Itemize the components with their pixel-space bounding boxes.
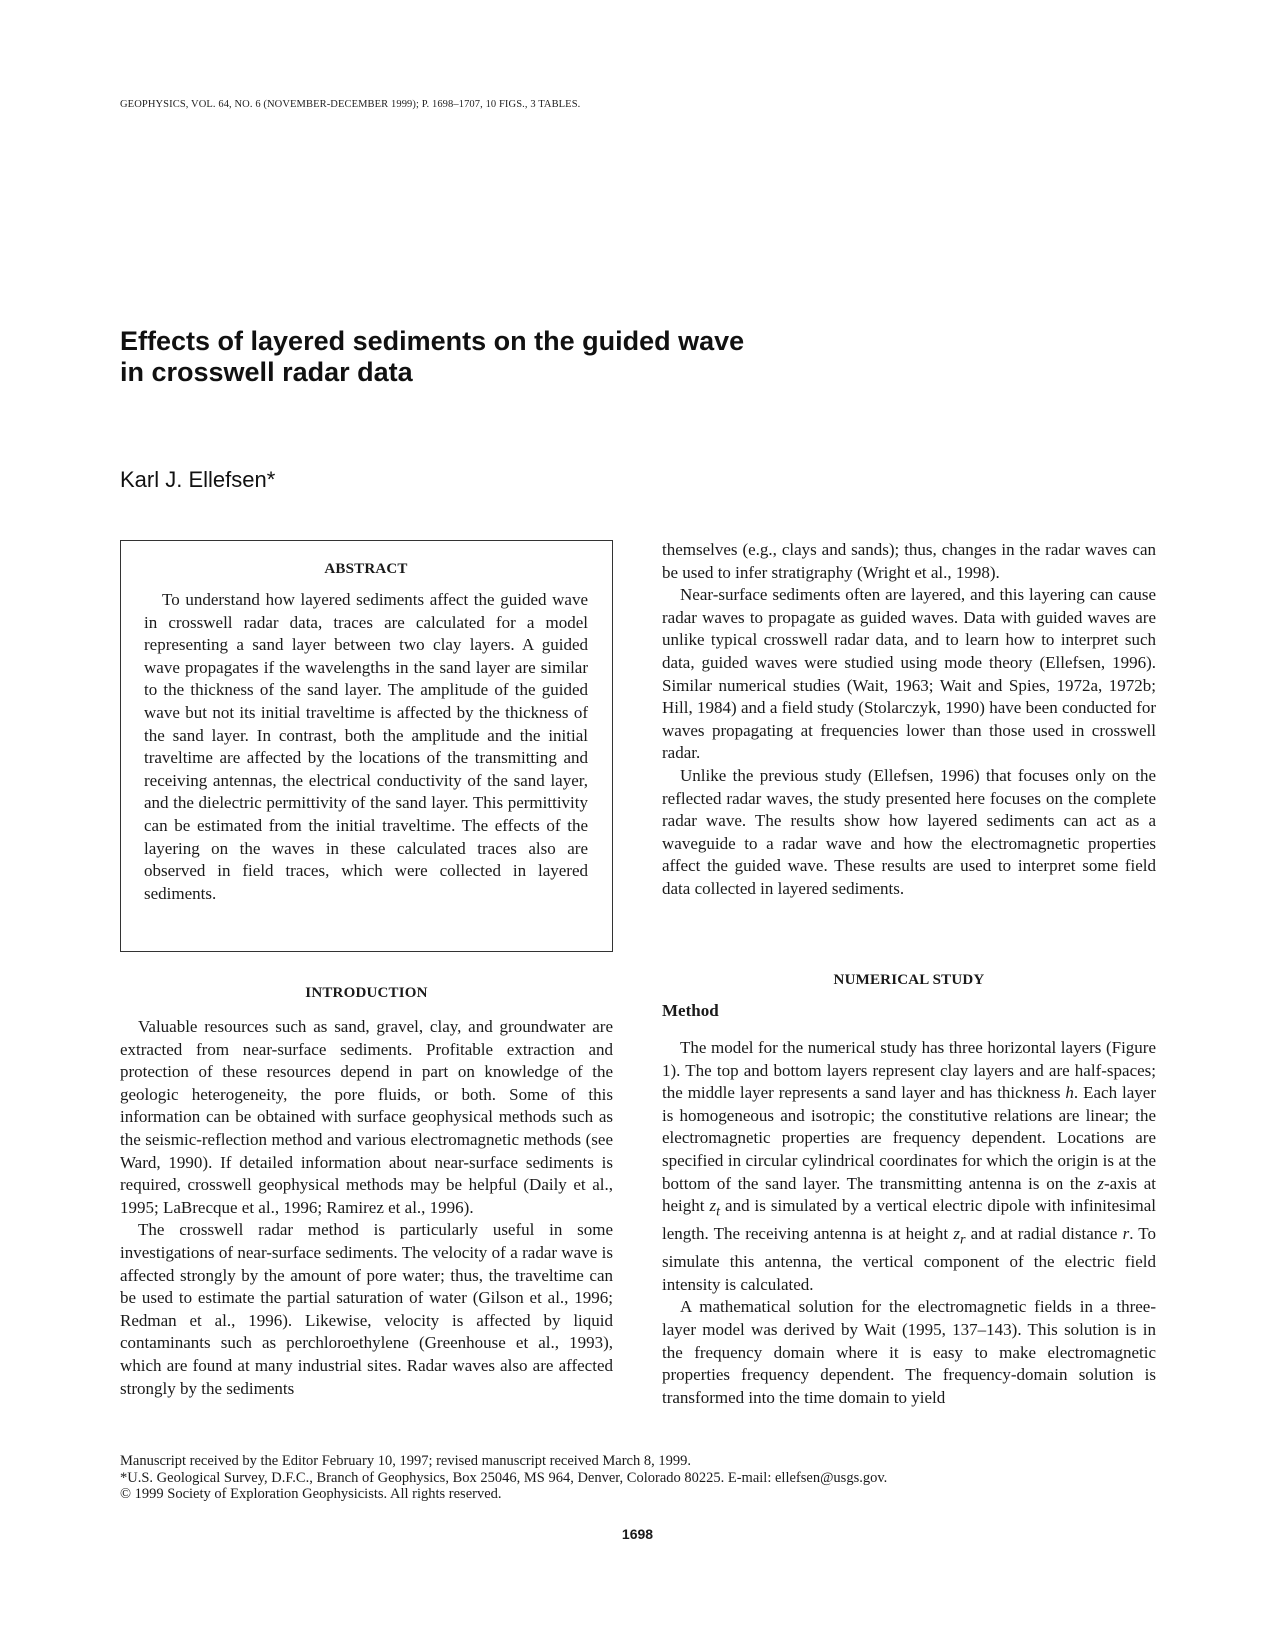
method-paragraph-1: The model for the numerical study has three horizontal layers (Figure 1). The top and bottom layers represent clay layers and are half-spaces; the middle layer represents a sand layer and has thickness h. Each layer is homogeneous and isotropic; the constitutive relations are linear; the electromagnetic properties are frequency dependent. Locations are specified in circular cylindrical coordinates for which the origin is at the bottom of the sand layer. The transmitting antenna is on the z-axis at height $z_t$ and is simulated by a vertical electric dipole with infinitesimal length. The receiving antenna is at height $z_r$ and at radial distance r. To simulate this antenna, the vertical component of the electric field intensity is calculated. <box>662 1038 1157 1294</box>
footnote-affiliation: *U.S. Geological Survey, D.F.C., Branch of Geophysics, Box 25046, MS 964, Denver, Colorado 80225. E-mail: ellefsen@usgs.gov. <box>120 1469 888 1486</box>
intro-paragraph-5: Unlike the previous study (Ellefsen, 1996) that focuses only on the reflected radar waves, the study presented here focuses on the complete radar wave. The results show how layered sediments can act as a waveguide to a radar wave and how the electromagnetic properties affect the guided wave. These results are used to interpret some field data collected in layered sediments. <box>662 765 1156 898</box>
method-heading: Method <box>662 1001 719 1020</box>
variable-h: h <box>1065 1083 1074 1103</box>
author-name: Karl J. Ellefsen* <box>120 467 276 492</box>
title-line-1: Effects of layered sediments on the guided wave <box>120 326 745 356</box>
title-line-2: in crosswell radar data <box>120 357 413 387</box>
intro-paragraph-3: themselves (e.g., clays and sands); thus, changes in the radar waves can be used to infer stratigraphy (Wright et al., 1998). <box>662 540 1156 582</box>
footnote-received: Manuscript received by the Editor February 10, 1997; revised manuscript received March 8, 1999. <box>120 1453 691 1469</box>
introduction-heading: INTRODUCTION <box>305 985 428 1001</box>
abstract-heading: ABSTRACT <box>324 561 408 577</box>
journal-citation: GEOPHYSICS, VOL. 64, NO. 6 (NOVEMBER-DECEMBER 1999); P. 1698–1707, 10 FIGS., 3 TABLES. <box>120 99 581 110</box>
abstract-box <box>120 540 613 952</box>
variable-z: z <box>1097 1173 1104 1193</box>
variable-zt: $z_t$ <box>709 1196 721 1220</box>
page-number: 1698 <box>621 1526 654 1542</box>
footnotes <box>120 1453 1160 1503</box>
method-paragraph-2: A mathematical solution for the electromagnetic fields in a three-layer model was derived by Wait (1995, 137–143). This solution is in the frequency domain where it is easy to make electromagnetic properties frequency dependent. The frequency-domain solution is transformed into the time domain to yield <box>662 1297 1156 1407</box>
intro-paragraph-4: Near-surface sediments often are layered, and this layering can cause radar waves to propagate as guided waves. Data with guided waves are unlike typical crosswell radar data, and to learn how to interpret such data, guided waves were studied using mode theory (Ellefsen, 1996). Similar numerical studies (Wait, 1963; Wait and Spies, 1972a, 1972b; Hill, 1984) and a field study (Stolarczyk, 1990) have been conducted for waves propagating at frequencies lower than those used in crosswell radar. <box>662 585 1156 763</box>
footnote-copyright: © 1999 Society of Exploration Geophysicists. All rights reserved. <box>120 1486 502 1502</box>
numerical-study-section <box>662 972 1156 1409</box>
right-column-top <box>662 539 1156 901</box>
variable-r: r <box>1122 1224 1130 1244</box>
intro-paragraph-1: Valuable resources such as sand, gravel, clay, and groundwater are extracted from near-surface sediments. Profitable extraction and protection of these resources depend in part on knowledge of the geologic heterogeneity, the pore fluids, or both. Some of this information can be obtained with surface geophysical methods such as the seismic-reflection method and various electromagnetic methods (see Ward, 1990). If detailed information about near-surface sediments is required, crosswell geophysical methods may be helpful (Daily et al., 1995; LaBrecque et al., 1996; Ramirez et al., 1996). <box>120 1017 613 1217</box>
intro-paragraph-2: The crosswell radar method is particularly useful in some investigations of near-surface sediments. The velocity of a radar wave is affected strongly by the amount of pore water; thus, the traveltime can be used to estimate the partial saturation of water (Gilson et al., 1996; Redman et al., 1996). Likewise, velocity is affected by liquid contaminants such as perchloroethylene (Greenhouse et al., 1993), which are found at many industrial sites. Radar waves also are affected strongly by the sediments <box>120 1220 613 1398</box>
numerical-study-heading: NUMERICAL STUDY <box>833 972 985 988</box>
variable-zr: $z_r$ <box>953 1224 966 1248</box>
article-title <box>120 326 880 388</box>
introduction-section <box>120 985 613 1400</box>
abstract-text: To understand how layered sediments affect the guided wave in crosswell radar data, traces are calculated for a model representing a sand layer between two clay layers. A guided wave propagates if the wavelengths in the sand layer are similar to the thickness of the sand layer. The amplitude of the guided wave but not its initial traveltime is affected by the thickness of the sand layer. In contrast, both the amplitude and the initial traveltime are affected by the locations of the transmitting and receiving antennas, the electrical conductivity of the sand layer, and the dielectric permittivity of the sand layer. This permittivity can be estimated from the initial traveltime. The effects of the layering on the waves in these calculated traces also are observed in field traces, which were collected in layered sediments. <box>144 590 588 903</box>
